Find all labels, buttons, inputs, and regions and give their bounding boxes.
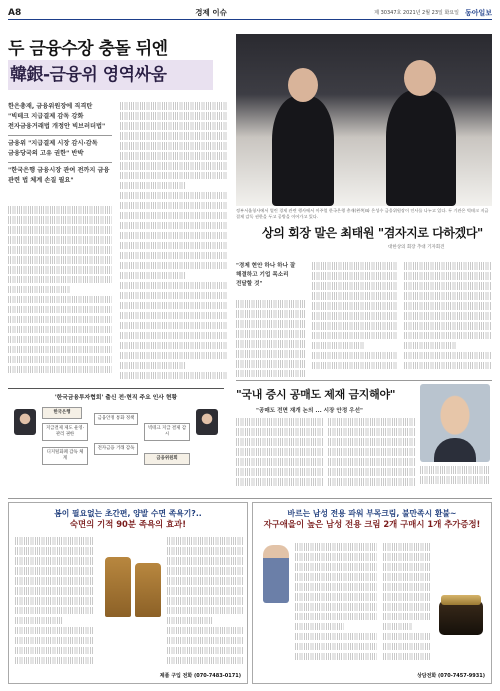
ad-right-subheadline: 자구애을이 높은 남성 전용 크림 2개 구매시 1개 추가증정! <box>263 519 481 529</box>
text-line <box>120 312 228 320</box>
text-line <box>120 272 185 280</box>
story2-body-col-2 <box>404 262 492 380</box>
story2-body-col-1 <box>312 262 398 380</box>
text-line <box>295 593 377 601</box>
text-line <box>8 366 112 374</box>
text-line <box>15 637 93 645</box>
masthead <box>8 6 492 20</box>
text-line <box>120 242 228 250</box>
text-line <box>15 617 62 625</box>
text-line <box>295 633 377 641</box>
lead-deck <box>8 102 112 186</box>
section-title: 경제 이슈 <box>195 8 227 17</box>
text-line <box>236 428 324 436</box>
text-line <box>120 212 228 220</box>
text-line <box>236 478 324 486</box>
story3-headline: "국내 증시 공매도 제재 금지해야" <box>236 388 396 401</box>
infographic-title: '한국금융투자협회' 출신 전·현직 주요 인사 현황 <box>54 395 178 401</box>
text-line <box>312 362 398 370</box>
text-line <box>236 370 306 378</box>
text-line <box>328 428 416 436</box>
text-line <box>236 300 306 308</box>
text-line <box>383 653 431 661</box>
person-left <box>272 96 334 206</box>
text-line <box>15 647 93 655</box>
story3-body-col-1 <box>236 418 324 494</box>
text-line <box>15 627 93 635</box>
text-line <box>236 350 306 358</box>
story2-subhead <box>236 262 306 289</box>
story3-portrait <box>420 384 490 462</box>
issue-date: 제 30347호 2021년 2월 23일 화요일 <box>374 10 459 16</box>
text-line <box>120 352 228 360</box>
org-head-box: 한국은행 <box>42 407 82 419</box>
subhead-line: 전달할 것" <box>236 281 263 287</box>
ad-left <box>8 502 248 684</box>
subhead-line: "경제 현안 하나 하나 잘 <box>236 263 296 269</box>
text-line <box>167 657 243 665</box>
text-line <box>120 112 228 120</box>
text-line <box>328 478 416 486</box>
text-line <box>167 597 243 605</box>
text-line <box>120 192 228 200</box>
org-box: 전자금융 거래 감독 <box>94 443 138 455</box>
text-line <box>236 468 324 476</box>
ad-right <box>252 502 492 684</box>
text-line <box>295 573 377 581</box>
text-line <box>8 276 112 284</box>
text-line <box>236 458 324 466</box>
text-line <box>120 262 228 270</box>
text-line <box>167 607 243 615</box>
text-line <box>383 543 431 551</box>
text-line <box>120 362 185 370</box>
text-line <box>383 613 431 621</box>
text-line <box>8 316 112 324</box>
text-line <box>236 320 306 328</box>
text-line <box>312 332 398 340</box>
text-line <box>120 132 228 140</box>
text-line <box>404 312 492 320</box>
story2-headline: 상의 회장 말은 최태원 "겸자지로 다하겠다" <box>262 226 483 240</box>
lead-body-col-1 <box>8 206 112 384</box>
org-box: 지급결제 제도 운영·관리 권한 <box>42 423 88 441</box>
ad-right-headline: 바르는 남성 전용 파워 부목크림, 불만족시 환불~ <box>287 509 457 518</box>
text-line <box>328 448 416 456</box>
lead-photo <box>236 34 492 206</box>
text-line <box>236 340 306 348</box>
deck-line: "빅테크 지급결제 감독 강화 <box>8 113 84 120</box>
text-line <box>420 466 490 474</box>
ad-right-body <box>295 543 377 667</box>
text-line <box>404 322 492 330</box>
text-line <box>236 360 306 368</box>
text-line <box>167 587 243 595</box>
text-line <box>328 458 416 466</box>
deck-line: 전자금융거래법 개정안 빅브러더법" <box>8 123 106 130</box>
model-figure <box>263 545 289 603</box>
text-line <box>312 342 364 350</box>
ad-left-body <box>15 537 93 667</box>
text-line <box>312 292 398 300</box>
text-line <box>15 657 93 665</box>
text-line <box>404 282 492 290</box>
text-line <box>15 587 93 595</box>
text-line <box>383 643 431 651</box>
story3-subhead: "공매도 전면 재개 논의 ... 시장 안정 우선" <box>256 408 363 414</box>
text-line <box>383 563 431 571</box>
person-right <box>386 90 456 206</box>
text-line <box>8 356 112 364</box>
text-line <box>8 336 112 344</box>
text-line <box>295 613 377 621</box>
ad-left-phone: 제품 구입 전화 (070-7483-0171) <box>159 673 241 679</box>
org-box: 빅테크 지급 결제 감시 <box>144 423 190 441</box>
text-line <box>167 557 243 565</box>
text-line <box>404 342 457 350</box>
text-line <box>295 643 377 651</box>
deck-rule <box>8 135 112 136</box>
text-line <box>295 553 377 561</box>
text-line <box>120 252 228 260</box>
text-line <box>312 322 398 330</box>
text-line <box>328 468 416 476</box>
text-line <box>8 256 112 264</box>
text-line <box>383 583 431 591</box>
text-line <box>312 352 398 360</box>
org-head-box: 금융위원회 <box>144 453 190 465</box>
lead-headline-line1: 두 금융수장 충돌 뒤엔 <box>8 39 168 59</box>
text-line <box>15 597 93 605</box>
org-box: 디지털화폐 감독 체계 <box>42 447 88 465</box>
ad-right-phone: 상담전화 (070-7457-9931) <box>416 673 485 679</box>
text-line <box>295 563 377 571</box>
text-line <box>15 577 93 585</box>
text-line <box>120 232 228 240</box>
text-line <box>404 302 492 310</box>
text-line <box>383 633 431 641</box>
foot-warmer-product <box>105 557 131 617</box>
text-line <box>295 623 344 631</box>
section-divider <box>8 498 492 499</box>
text-line <box>383 623 412 631</box>
text-line <box>15 537 93 545</box>
org-box: 금융안정 통화 정책 <box>94 413 138 425</box>
text-line <box>312 312 398 320</box>
text-line <box>404 262 492 270</box>
text-line <box>120 332 228 340</box>
lead-headline-line2: 韓銀-금융위 영역싸움 <box>8 60 213 90</box>
text-line <box>8 286 70 294</box>
text-line <box>295 603 377 611</box>
text-line <box>312 272 398 280</box>
text-line <box>120 342 228 350</box>
text-line <box>8 296 112 304</box>
deck-line: 금융당국의 고유 권한" 반박 <box>8 150 84 157</box>
ad-left-subheadline: 숙면의 기적 90분 족욕의 효과! <box>69 519 187 529</box>
text-line <box>167 567 243 575</box>
text-line <box>15 557 93 565</box>
text-line <box>8 266 112 274</box>
text-line <box>328 418 416 426</box>
text-line <box>383 553 431 561</box>
text-line <box>383 593 431 601</box>
newspaper-brand: 동아일보 <box>464 8 492 17</box>
text-line <box>404 272 492 280</box>
infographic <box>8 388 224 492</box>
text-line <box>120 282 228 290</box>
text-line <box>120 302 228 310</box>
text-line <box>167 577 243 585</box>
text-line <box>167 537 243 545</box>
text-line <box>8 226 112 234</box>
text-line <box>15 567 93 575</box>
text-line <box>383 573 431 581</box>
text-line <box>312 262 398 270</box>
text-line <box>236 330 306 338</box>
deck-tail: "한국은행 금융시장 관여 전까지 금융 관련 법 체계 손질 필요" <box>8 167 110 184</box>
text-line <box>236 310 306 318</box>
text-line <box>8 236 112 244</box>
text-line <box>120 122 228 130</box>
text-line <box>120 152 228 160</box>
text-line <box>420 476 490 484</box>
text-line <box>120 202 228 210</box>
text-line <box>15 607 93 615</box>
text-line <box>120 222 228 230</box>
text-line <box>404 292 492 300</box>
deck-line: 한은총재, 금융위원장에 직격탄 <box>8 103 93 110</box>
text-line <box>236 418 324 426</box>
text-line <box>120 372 228 380</box>
text-line <box>167 637 243 645</box>
text-line <box>8 206 112 214</box>
story3-body-col-3 <box>420 466 490 494</box>
text-line <box>383 603 431 611</box>
ad-left-headline: 봄이 필요없는 초간편, 양발 수면 족욕기?.. <box>54 509 202 518</box>
text-line <box>295 653 377 661</box>
text-line <box>120 182 185 190</box>
text-line <box>404 352 492 360</box>
text-line <box>167 547 243 555</box>
cream-jar-product <box>439 601 483 635</box>
story-divider <box>236 380 492 381</box>
lead-photo-caption: 정부서울청사에서 열린 경제 관련 행사에서 이주열 한국은행 총재(왼쪽)와 은성수 금융위원장이 인사를 나누고 있다. 두 기관은 빅테크 지급결제 감독 권한을 두고 공방을 이어가고 있다. <box>236 208 489 219</box>
person-left-head <box>288 68 318 102</box>
cream-jar-lid <box>441 595 481 605</box>
lead-body-col-2 <box>120 102 228 384</box>
text-line <box>120 142 228 150</box>
ad-left-body <box>167 537 243 667</box>
text-line <box>295 583 377 591</box>
text-line <box>167 627 243 635</box>
text-line <box>120 322 228 330</box>
text-line <box>120 292 228 300</box>
text-line <box>312 302 398 310</box>
portrait-right <box>196 409 218 435</box>
subhead-line: 해결하고 기업 목소리 <box>236 272 289 278</box>
text-line <box>120 162 228 170</box>
story2-byline: 대한상의 회장 추대 기자회견 <box>388 245 445 250</box>
text-line <box>328 438 416 446</box>
deck-line: 금융위 "지급결제 시장 감시·감독 <box>8 140 98 147</box>
text-line <box>295 543 377 551</box>
ad-right-body <box>383 543 431 667</box>
text-line <box>312 282 398 290</box>
text-line <box>8 326 112 334</box>
text-line <box>167 617 213 625</box>
text-line <box>404 332 492 340</box>
person-right-head <box>404 60 436 96</box>
text-line <box>8 306 112 314</box>
text-line <box>8 346 112 354</box>
text-line <box>167 647 243 655</box>
text-line <box>236 438 324 446</box>
text-line <box>236 448 324 456</box>
text-line <box>8 246 112 254</box>
text-line <box>15 547 93 555</box>
text-line <box>404 362 492 370</box>
story2-body-col-0 <box>236 300 306 380</box>
text-line <box>120 102 228 110</box>
page-number: A8 <box>8 7 22 18</box>
foot-warmer-product <box>135 563 161 617</box>
story3-body-col-2 <box>328 418 416 494</box>
text-line <box>8 216 112 224</box>
portrait-left <box>14 409 36 435</box>
deck-rule <box>8 162 112 163</box>
text-line <box>120 172 228 180</box>
